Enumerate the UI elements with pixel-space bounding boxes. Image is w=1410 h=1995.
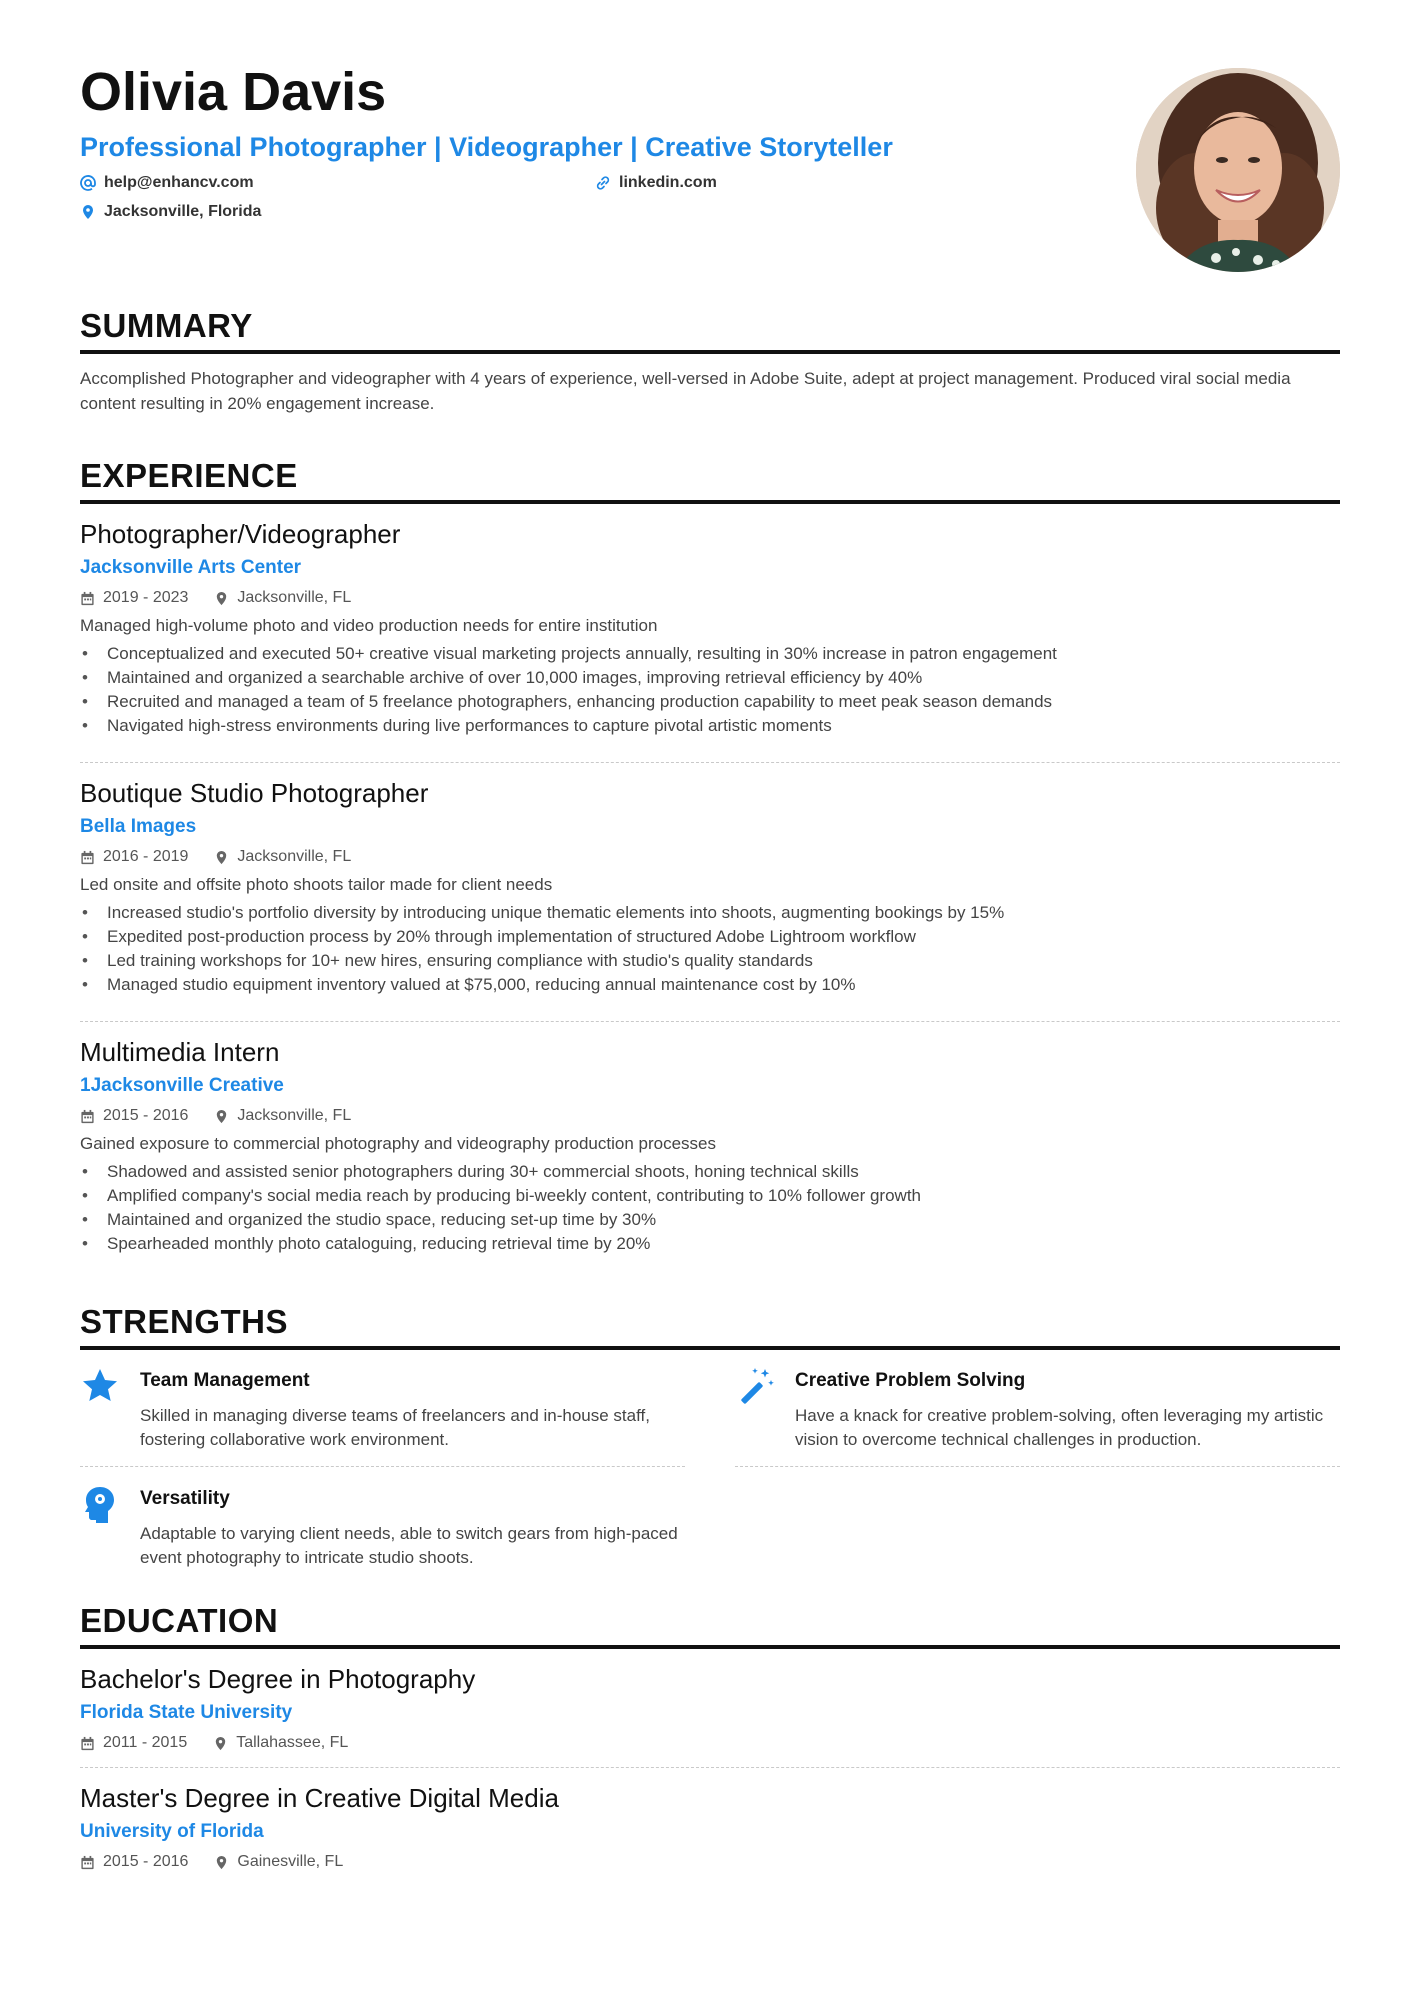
job-location: Jacksonville, FL [237,1107,352,1124]
achievement-item: • Spearheaded monthly photo cataloguing, reducing retrieval time by 20% [80,1232,1340,1256]
job-meta [80,588,1340,608]
divider [80,1021,1340,1022]
achievement-item: • Managed studio equipment inventory valued at $75,000, reducing annual maintenance cost by 10% [80,973,1340,997]
location-pin-icon [80,204,96,220]
education-entry [80,1782,1340,1872]
education-location: Gainesville, FL [237,1853,344,1870]
achievement-item: • Amplified company's social media reach by producing bi-weekly content, contributing to 10% follower growth [80,1184,1340,1208]
education-dates: 2015 - 2016 [103,1853,189,1870]
achievement-item: • Shadowed and assisted senior photographers during 30+ commercial shoots, honing technical skills [80,1160,1340,1184]
achievement-list [80,1160,1340,1256]
job-dates: 2015 - 2016 [103,1107,189,1124]
headline: Professional Photographer | Videographer | Creative Storyteller [80,132,893,162]
company-name: 1Jacksonville Creative [80,1075,284,1096]
achievement-item: • Expedited post-production process by 20% through implementation of structured Adobe Lightroom workflow [80,925,1340,949]
job-title: Boutique Studio Photographer [80,778,429,808]
portrait-image [1136,68,1340,272]
summary-text: Accomplished Photographer and videographer with 4 years of experience, well-versed in Adobe Suite, adept at project management. Produced viral social media content resulting in 20% engagement increase. [80,369,1291,413]
experience-entry [80,518,1340,763]
strengths-section [80,1302,1340,1601]
achievement-item: • Maintained and organized a searchable archive of over 10,000 images, improving retrieval efficiency by 40% [80,666,1340,690]
job-description: Gained exposure to commercial photography and videography production processes [80,1134,716,1153]
email-text: help@enhancv.com [104,174,254,191]
achievement-item: • Led training workshops for 10+ new hires, ensuring compliance with studio's quality standards [80,949,1340,973]
resume-header [80,60,1340,292]
head-icon [80,1484,120,1524]
summary-section [80,306,1340,416]
star-icon [80,1366,120,1406]
job-title: Multimedia Intern [80,1037,280,1067]
education-meta [80,1852,1340,1872]
divider [735,1466,1340,1467]
achievement-item: • Increased studio's portfolio diversity by introducing unique thematic elements into shoots, augmenting bookings by 15% [80,901,1340,925]
section-title-experience: EXPERIENCE [80,456,1340,504]
contact-email[interactable] [80,174,254,192]
experience-entry [80,777,1340,1022]
location-pin-icon [213,1736,228,1751]
divider [80,762,1340,763]
candidate-name: Olivia Davis [80,62,387,122]
linkedin-text: linkedin.com [619,174,717,191]
profile-photo [1136,68,1340,272]
magic-wand-icon [735,1366,775,1406]
calendar-icon [80,1736,95,1751]
achievement-item: • Navigated high-stress environments during live performances to capture pivotal artistic moments [80,714,1340,738]
achievement-item: • Recruited and managed a team of 5 freelance photographers, enhancing production capability to meet peak season demands [80,690,1340,714]
at-icon [80,175,96,191]
link-icon [595,175,611,191]
strength-title: Team Management [140,1370,310,1391]
calendar-icon [80,591,95,606]
contact-linkedin[interactable] [595,174,717,192]
strength-title: Creative Problem Solving [795,1370,1026,1391]
degree-title: Bachelor's Degree in Photography [80,1664,476,1694]
calendar-icon [80,850,95,865]
education-section [80,1601,1340,1872]
company-name: Bella Images [80,816,197,837]
degree-title: Master's Degree in Creative Digital Media [80,1783,559,1813]
education-meta [80,1733,1340,1753]
calendar-icon [80,1855,95,1870]
strength-description: Have a knack for creative problem-solving, often leveraging my artistic vision to overcome technical challenges in production. [795,1406,1324,1449]
job-description: Led onsite and offsite photo shoots tailor made for client needs [80,875,553,894]
job-dates: 2016 - 2019 [103,848,189,865]
education-dates: 2011 - 2015 [103,1734,188,1751]
school-name: University of Florida [80,1821,264,1842]
job-meta [80,1106,1340,1126]
divider [80,1767,1340,1768]
experience-section [80,456,1340,1256]
location-pin-icon [214,591,229,606]
job-dates: 2019 - 2023 [103,589,189,606]
school-name: Florida State University [80,1702,293,1723]
resume-page [80,60,1340,1872]
divider [80,1466,685,1467]
strength-title: Versatility [140,1488,230,1509]
section-title-summary: SUMMARY [80,306,1340,354]
job-location: Jacksonville, FL [237,589,352,606]
job-title: Photographer/Videographer [80,519,401,549]
job-location: Jacksonville, FL [237,848,352,865]
strength-description: Adaptable to varying client needs, able to switch gears from high-paced event photography to intricate studio shoots. [140,1524,678,1567]
company-name: Jacksonville Arts Center [80,557,302,578]
location-pin-icon [214,1109,229,1124]
section-title-education: EDUCATION [80,1601,1340,1649]
job-meta [80,847,1340,867]
education-location: Tallahassee, FL [236,1734,349,1751]
strength-description: Skilled in managing diverse teams of freelancers and in-house staff, fostering collaborative work environment. [140,1406,650,1449]
location-pin-icon [214,850,229,865]
section-title-strengths: STRENGTHS [80,1302,1340,1350]
job-description: Managed high-volume photo and video production needs for entire institution [80,616,658,635]
achievement-list [80,642,1340,738]
achievement-list [80,901,1340,997]
achievement-item: • Maintained and organized the studio space, reducing set-up time by 30% [80,1208,1340,1232]
strengths-grid [80,1366,1340,1601]
achievement-item: • Conceptualized and executed 50+ creative visual marketing projects annually, resulting in 30% increase in patron engagement [80,642,1340,666]
calendar-icon [80,1109,95,1124]
location-pin-icon [214,1855,229,1870]
contact-location [80,203,261,221]
education-entry [80,1663,1340,1768]
experience-entry [80,1036,1340,1256]
location-text: Jacksonville, Florida [104,203,262,220]
